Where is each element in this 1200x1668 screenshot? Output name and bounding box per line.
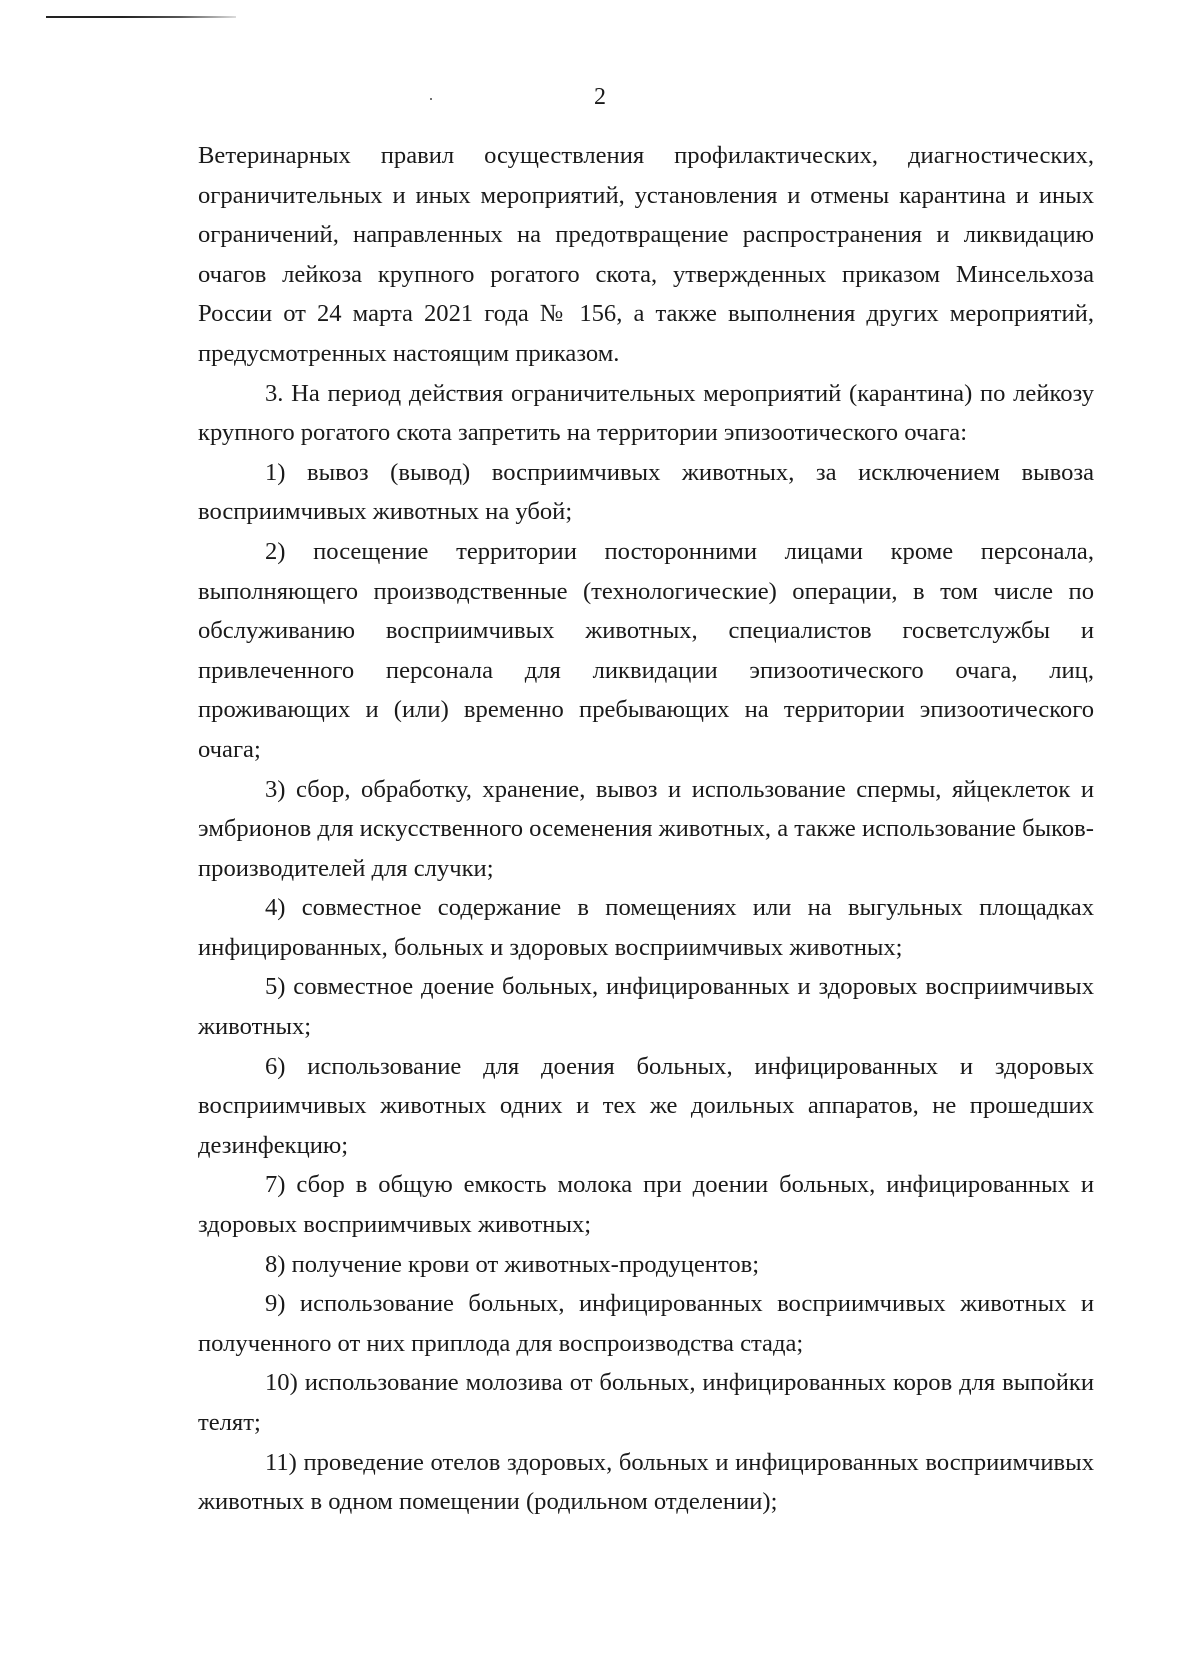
document-body [198,136,1094,1522]
list-item-4: 4) совместное содержание в помещениях или на выгульных площадках инфицированных, больных и здоровых восприимчивых животных; [198,894,1094,961]
list-item-2: 2) посещение территории посторонними лицами кроме персонала, выполняющего производственные (технологические) операции, в том числе по обслуживанию восприимчивых животных, специалистов госветслужбы и привлеченного персонала для ликвидации эпизоотического очага, лиц, проживающих и (или) временно пребывающих на территории эпизоотического очага; [198,537,1094,763]
paragraph-continuation: Ветеринарных правил осуществления профилактических, диагностических, ограничительных и иных мероприятий, установления и отмены карантина и иных ограничений, направленных на предотвращение распространения и ликвидацию очагов лейкоза крупного рогатого скота, утвержденных приказом Минсельхоза России от 24 марта 2021 года № 156, а также выполнения других мероприятий, предусмотренных настоящим приказом. [198,142,1094,367]
list-item-11: 11) проведение отелов здоровых, больных и инфицированных восприимчивых животных в одном помещении (родильном отделении); [198,1448,1094,1516]
list-item-7: 7) сбор в общую емкость молока при доении больных, инфицированных и здоровых восприимчивых животных; [198,1171,1094,1239]
scan-speck [430,98,432,100]
scan-artifact-line [46,16,236,18]
list-item-3: 3) сбор, обработку, хранение, вывоз и использование спермы, яйцеклеток и эмбрионов для искусственного осеменения животных, а также использование быков-производителей для случки; [198,775,1094,882]
paragraph-item-3: 3. На период действия ограничительных мероприятий (карантина) по лейкозу крупного рогатого скота запретить на территории эпизоотического очага: [198,379,1094,447]
list-item-8: 8) получение крови от животных-продуцентов; [265,1250,760,1278]
list-item-5: 5) совместное доение больных, инфицированных и здоровых восприимчивых животных; [198,973,1094,1041]
list-item-1: 1) вывоз (вывод) восприимчивых животных, за исключением вывоза восприимчивых животных на убой; [198,458,1094,526]
list-item-9: 9) использование больных, инфицированных восприимчивых животных и полученного от них приплода для воспроизводства стада; [198,1290,1094,1357]
page-number: 2 [594,84,606,110]
list-item-6: 6) использование для доения больных, инфицированных и здоровых восприимчивых животных одних и тех же доильных аппаратов, не прошедших дезинфекцию; [198,1052,1094,1159]
list-item-10: 10) использование молозива от больных, инфицированных коров для выпойки телят; [198,1369,1094,1436]
